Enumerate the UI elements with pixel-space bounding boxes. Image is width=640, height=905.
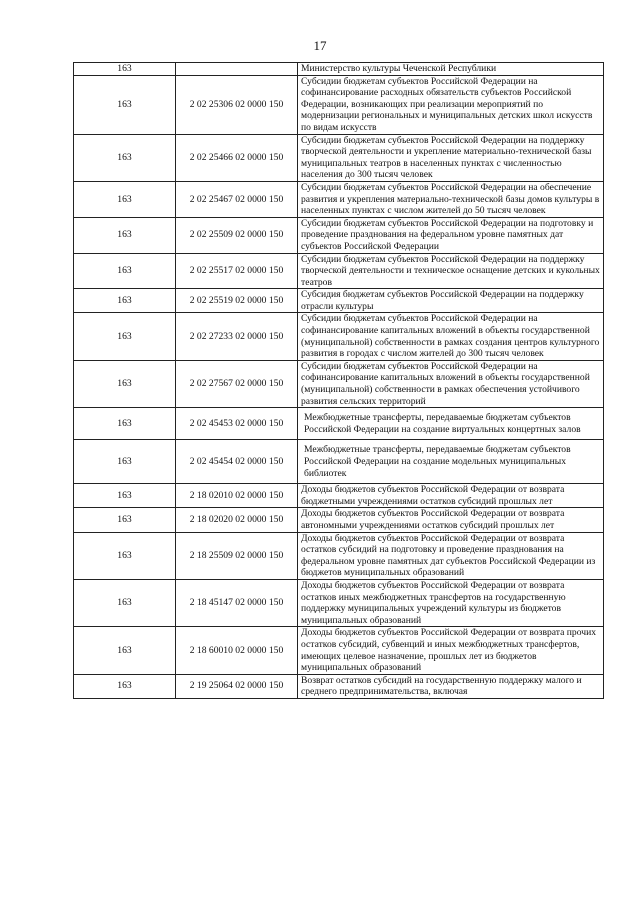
page-number: 17 xyxy=(313,38,327,53)
revenue-name-cell: Министерство культуры Чеченской Республики xyxy=(298,63,604,76)
admin-code-cell: 163 xyxy=(74,674,176,698)
revenue-name-cell: Субсидии бюджетам субъектов Российской Федерации на софинансирование расходных обязательств субъектов Российской Федерации, возникающих при реализации мероприятий по модернизации региональных и муниципальных детских школ искусств по видам искусств xyxy=(298,75,604,134)
revenue-name-cell: Возврат остатков субсидий на государственную поддержку малого и среднего предпринимательства, включая xyxy=(298,674,604,698)
revenue-name-cell: Межбюджетные трансферты, передаваемые бюджетам субъектов Российской Федерации на создание модельных муниципальных библиотек xyxy=(298,440,604,484)
table-row xyxy=(74,674,604,698)
admin-code-cell: 163 xyxy=(74,627,176,674)
revenue-name-cell: Доходы бюджетов субъектов Российской Федерации от возврата остатков иных межбюджетных трансфертов на государственную поддержку муниципальных учреждений культуры из бюджетов муниципальных образований xyxy=(298,579,604,626)
revenue-name-cell: Доходы бюджетов субъектов Российской Федерации от возврата остатков субсидий на подготовку и проведение празднования на федеральном уровне памятных дат субъектов Российской Федерации из бюджетов муниципальных образований xyxy=(298,532,604,579)
budget-classification-code-cell: 2 18 02010 02 0000 150 xyxy=(176,484,298,508)
revenue-name-cell: Субсидии бюджетам субъектов Российской Федерации на подготовку и проведение празднования на федеральном уровне памятных дат субъектов Российской Федерации xyxy=(298,217,604,253)
admin-code-cell: 163 xyxy=(74,360,176,407)
admin-code-cell: 163 xyxy=(74,217,176,253)
table-row xyxy=(74,313,604,360)
revenue-name-cell: Доходы бюджетов субъектов Российской Федерации от возврата автономными учреждениями остатков субсидий прошлых лет xyxy=(298,508,604,532)
table-row xyxy=(74,289,604,313)
admin-code-cell: 163 xyxy=(74,253,176,289)
revenue-name-cell: Субсидия бюджетам субъектов Российской Федерации на поддержку отрасли культуры xyxy=(298,289,604,313)
budget-classification-code-cell: 2 02 27233 02 0000 150 xyxy=(176,313,298,360)
table-row xyxy=(74,217,604,253)
table-row xyxy=(74,579,604,626)
revenue-name-cell: Субсидии бюджетам субъектов Российской Федерации на поддержку творческой деятельности и техническое оснащение детских и кукольных театров xyxy=(298,253,604,289)
revenue-name-cell: Субсидии бюджетам субъектов Российской Федерации на обеспечение развития и укрепления материально-технической базы домов культуры в населенных пунктах с числом жителей до 50 тысяч человек xyxy=(298,181,604,217)
table-body xyxy=(74,63,604,699)
budget-classification-code-cell: 2 18 45147 02 0000 150 xyxy=(176,579,298,626)
budget-classification-code-cell: 2 02 25306 02 0000 150 xyxy=(176,75,298,134)
budget-classification-code-cell: 2 19 25064 02 0000 150 xyxy=(176,674,298,698)
table-row xyxy=(74,75,604,134)
admin-code-cell: 163 xyxy=(74,134,176,181)
table-row xyxy=(74,440,604,484)
admin-code-cell: 163 xyxy=(74,63,176,76)
budget-code-table xyxy=(73,62,604,699)
budget-classification-code-cell: 2 02 25509 02 0000 150 xyxy=(176,217,298,253)
admin-code-cell: 163 xyxy=(74,408,176,440)
table-row xyxy=(74,181,604,217)
table-row xyxy=(74,134,604,181)
table-row xyxy=(74,63,604,76)
table-row xyxy=(74,532,604,579)
table-row xyxy=(74,408,604,440)
budget-classification-code-cell: 2 02 25467 02 0000 150 xyxy=(176,181,298,217)
table-row xyxy=(74,627,604,674)
budget-classification-code-cell: 2 02 25466 02 0000 150 xyxy=(176,134,298,181)
budget-classification-code-cell xyxy=(176,63,298,76)
table-row xyxy=(74,360,604,407)
table-row xyxy=(74,253,604,289)
admin-code-cell: 163 xyxy=(74,440,176,484)
admin-code-cell: 163 xyxy=(74,532,176,579)
admin-code-cell: 163 xyxy=(74,508,176,532)
admin-code-cell: 163 xyxy=(74,75,176,134)
budget-classification-code-cell: 2 18 60010 02 0000 150 xyxy=(176,627,298,674)
admin-code-cell: 163 xyxy=(74,289,176,313)
admin-code-cell: 163 xyxy=(74,484,176,508)
budget-classification-code-cell: 2 18 02020 02 0000 150 xyxy=(176,508,298,532)
budget-classification-code-cell: 2 02 27567 02 0000 150 xyxy=(176,360,298,407)
admin-code-cell: 163 xyxy=(74,579,176,626)
revenue-name-cell: Субсидии бюджетам субъектов Российской Федерации на софинансирование капитальных вложений в объекты государственной (муниципальной) собственности в рамках обеспечения устойчивого развития сельских территорий xyxy=(298,360,604,407)
budget-classification-code-cell: 2 02 45453 02 0000 150 xyxy=(176,408,298,440)
budget-classification-code-cell: 2 02 25517 02 0000 150 xyxy=(176,253,298,289)
budget-classification-code-cell: 2 02 45454 02 0000 150 xyxy=(176,440,298,484)
revenue-name-cell: Субсидии бюджетам субъектов Российской Федерации на софинансирование капитальных вложений в объекты государственной (муниципальной) собственности в рамках создания центров культурного развития в городах с числом жителей до 300 тысяч человек xyxy=(298,313,604,360)
admin-code-cell: 163 xyxy=(74,313,176,360)
revenue-name-cell: Доходы бюджетов субъектов Российской Федерации от возврата бюджетными учреждениями остатков субсидий прошлых лет xyxy=(298,484,604,508)
budget-classification-code-cell: 2 18 25509 02 0000 150 xyxy=(176,532,298,579)
table-row xyxy=(74,508,604,532)
revenue-name-cell: Межбюджетные трансферты, передаваемые бюджетам субъектов Российской Федерации на создание виртуальных концертных залов xyxy=(298,408,604,440)
budget-classification-code-cell: 2 02 25519 02 0000 150 xyxy=(176,289,298,313)
table-row xyxy=(74,484,604,508)
revenue-name-cell: Субсидии бюджетам субъектов Российской Федерации на поддержку творческой деятельности и укрепление материально-технической базы муниципальных театров в населенных пунктах с численностью населения до 300 тысяч человек xyxy=(298,134,604,181)
revenue-name-cell: Доходы бюджетов субъектов Российской Федерации от возврата прочих остатков субсидий, субвенций и иных межбюджетных трансфертов, имеющих целевое назначение, прошлых лет из бюджетов муниципальных образований xyxy=(298,627,604,674)
admin-code-cell: 163 xyxy=(74,181,176,217)
